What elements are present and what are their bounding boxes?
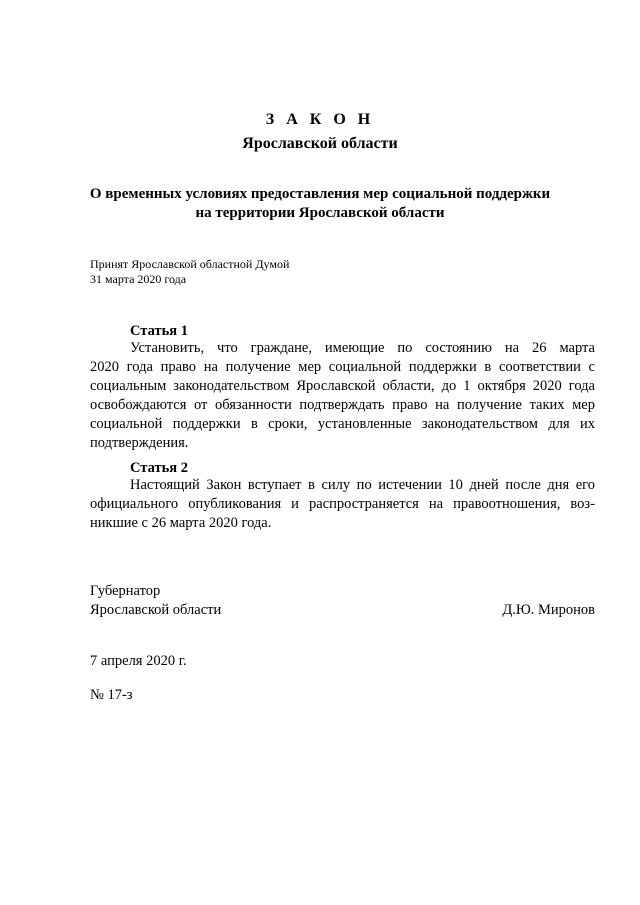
signatory-name: Д.Ю. Миронов: [502, 602, 595, 618]
article-2-body: [90, 476, 595, 533]
signing-date: 7 апреля 2020 г.: [90, 653, 187, 669]
law-region: Ярославской области: [242, 135, 398, 152]
law-subject-line: О временных условиях предоставления мер социальной поддержки: [89, 186, 551, 202]
article-1-title: Статья 1: [130, 323, 188, 339]
article-2-line: официального опубликования и распространяется на правоотношения, воз-: [90, 496, 595, 512]
law-subject: [60, 185, 580, 223]
law-title: З А К О Н: [265, 111, 375, 128]
signatory-position: Губернатор: [90, 583, 161, 599]
signatory-position-region: Ярославской области: [90, 602, 222, 618]
article-1-line: 2020 года право на получение мер социальной поддержки в соответствии с: [90, 359, 595, 375]
article-1-line: социальной поддержки в сроки, установленные законодательством для их: [90, 416, 595, 432]
article-2-line: Настоящий Закон вступает в силу по истечении 10 дней после дня его: [130, 477, 595, 493]
article-1-line: подтверждения.: [90, 435, 189, 451]
adoption-body: Принят Ярославской областной Думой: [90, 257, 290, 271]
article-2-line: никшие с 26 марта 2020 года.: [90, 515, 272, 531]
article-1-body: [90, 339, 595, 453]
article-1-line: социальным законодательством Ярославской области, до 1 октября 2020 года: [90, 378, 595, 394]
adoption-date: 31 марта 2020 года: [90, 272, 187, 286]
adoption-note: [90, 257, 289, 287]
signature-block: [90, 582, 595, 620]
law-subject-line: на территории Ярославской области: [195, 205, 445, 221]
article-1-line: Установить, что граждане, имеющие по состоянию на 26 марта: [130, 340, 595, 356]
law-number: № 17-з: [90, 687, 133, 703]
article-2-title: Статья 2: [130, 460, 188, 476]
article-1-line: освобождаются от обязанности подтверждать право на получение таких мер: [90, 397, 595, 413]
